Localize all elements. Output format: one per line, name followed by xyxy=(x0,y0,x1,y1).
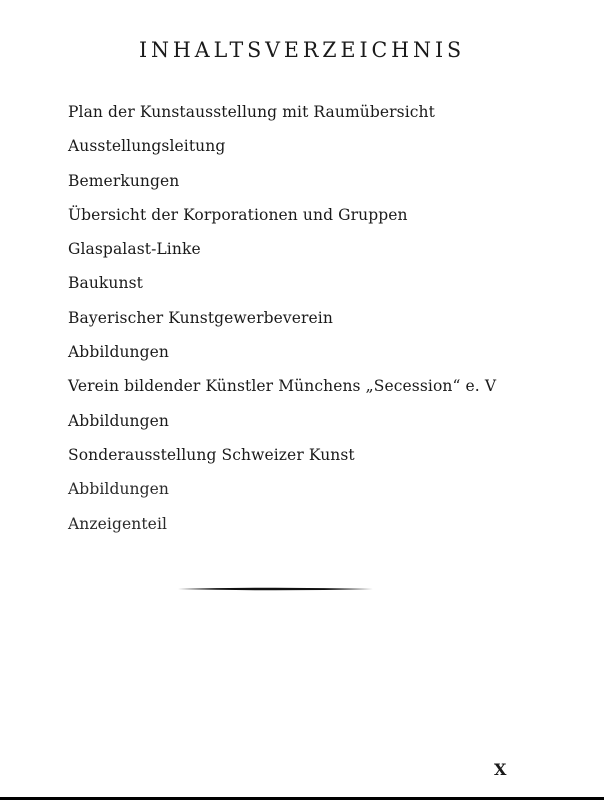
decorative-rule xyxy=(178,587,373,591)
toc-entry: Abbildungen xyxy=(68,411,170,430)
toc-entry: Baukunst xyxy=(68,274,143,293)
toc-entry: Sonderausstellung Schweizer Kunst xyxy=(68,445,355,464)
page-number: X xyxy=(494,760,507,779)
toc-entry: Abbildungen xyxy=(68,480,170,499)
toc-entry: Plan der Kunstausstellung mit Raumübersicht xyxy=(68,103,435,121)
toc-entry: Abbildungen xyxy=(68,343,170,362)
page-title: INHALTSVERZEICHNIS xyxy=(138,38,466,62)
toc-entry: Übersicht der Korporationen und Gruppen xyxy=(68,205,408,224)
table-of-contents xyxy=(68,101,568,547)
toc-entry: Bemerkungen xyxy=(68,171,180,190)
toc-entry: Anzeigenteil xyxy=(68,514,168,533)
toc-entry: Bayerischer Kunstgewerbeverein xyxy=(68,308,333,327)
toc-entry: Ausstellungsleitung xyxy=(68,137,226,156)
toc-entry: Verein bildender Künstler Münchens „Secession“ e. V xyxy=(68,377,497,396)
toc-entry: Glaspalast-Linke xyxy=(68,240,201,259)
